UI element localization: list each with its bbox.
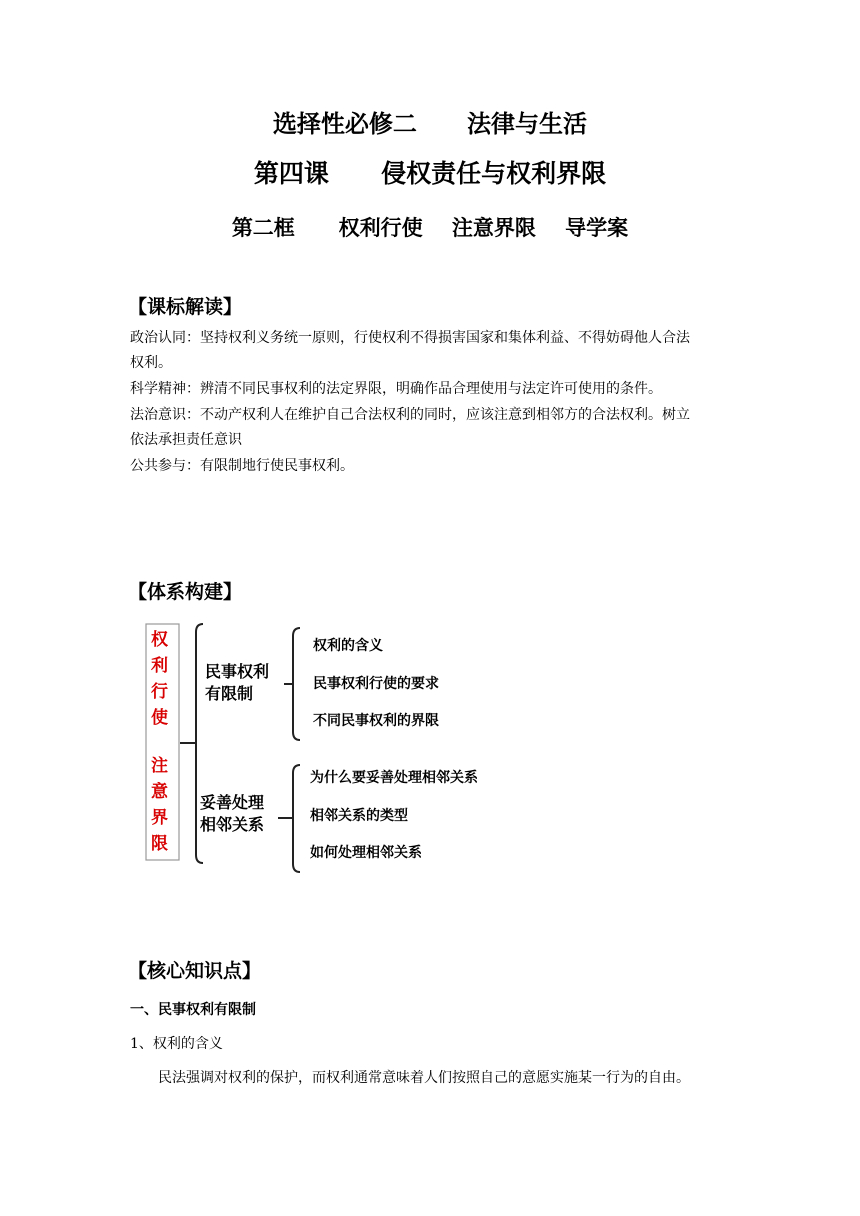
leaf-item: 不同民事权利的界限 <box>313 713 439 729</box>
subheading: 一、民事权利有限制 <box>130 1002 256 1018</box>
curriculum-line: 法治意识：不动产权利人在维护自己合法权利的同时，应该注意到相邻方的合法权利。树立 <box>130 407 690 423</box>
leaf-item: 民事权利行使的要求 <box>313 676 439 692</box>
core-heading: 【核心知识点】 <box>128 960 262 982</box>
leaf-item: 如何处理相邻关系 <box>310 845 422 861</box>
upper-bracket <box>293 628 300 740</box>
page-title: 选择性必修二 法律与生活 <box>272 110 588 138</box>
body-paragraph: 民法强调对权利的保护，而权利通常意味着人们按照自己的意愿实施某一行为的自由。 <box>158 1070 690 1086</box>
branch-civil-rights: 民事权利 有限制 <box>205 662 270 703</box>
curriculum-line: 依法承担责任意识 <box>130 432 242 448</box>
curriculum-text <box>130 328 735 476</box>
lesson-title: 第四课 侵权责任与权利界限 <box>253 159 607 188</box>
root-node: 权 利 行 使 注 意 界 限 <box>151 630 168 854</box>
branch-neighbor-relations: 妥善处理 相邻关系 <box>200 793 265 834</box>
curriculum-line: 权利。 <box>130 355 172 371</box>
curriculum-line: 政治认同：坚持权利义务统一原则，行使权利不得损害国家和集体利益、不得妨碍他人合法 <box>130 330 690 346</box>
leaf-item: 为什么要妥善处理相邻关系 <box>310 770 478 786</box>
curriculum-line: 科学精神：辨清不同民事权利的法定界限，明确作品合理使用与法定许可使用的条件。 <box>130 381 662 397</box>
leaf-item: 相邻关系的类型 <box>310 808 408 824</box>
system-heading: 【体系构建】 <box>128 581 243 603</box>
curriculum-heading: 【课标解读】 <box>128 296 243 318</box>
leaf-item: 权利的含义 <box>313 638 383 654</box>
item-heading: 1、权利的含义 <box>130 1036 223 1052</box>
lower-bracket <box>293 765 300 872</box>
section-title: 第二框 权利行使 注意界限 导学案 <box>231 216 629 240</box>
curriculum-line: 公共参与：有限制地行使民事权利。 <box>130 458 354 474</box>
